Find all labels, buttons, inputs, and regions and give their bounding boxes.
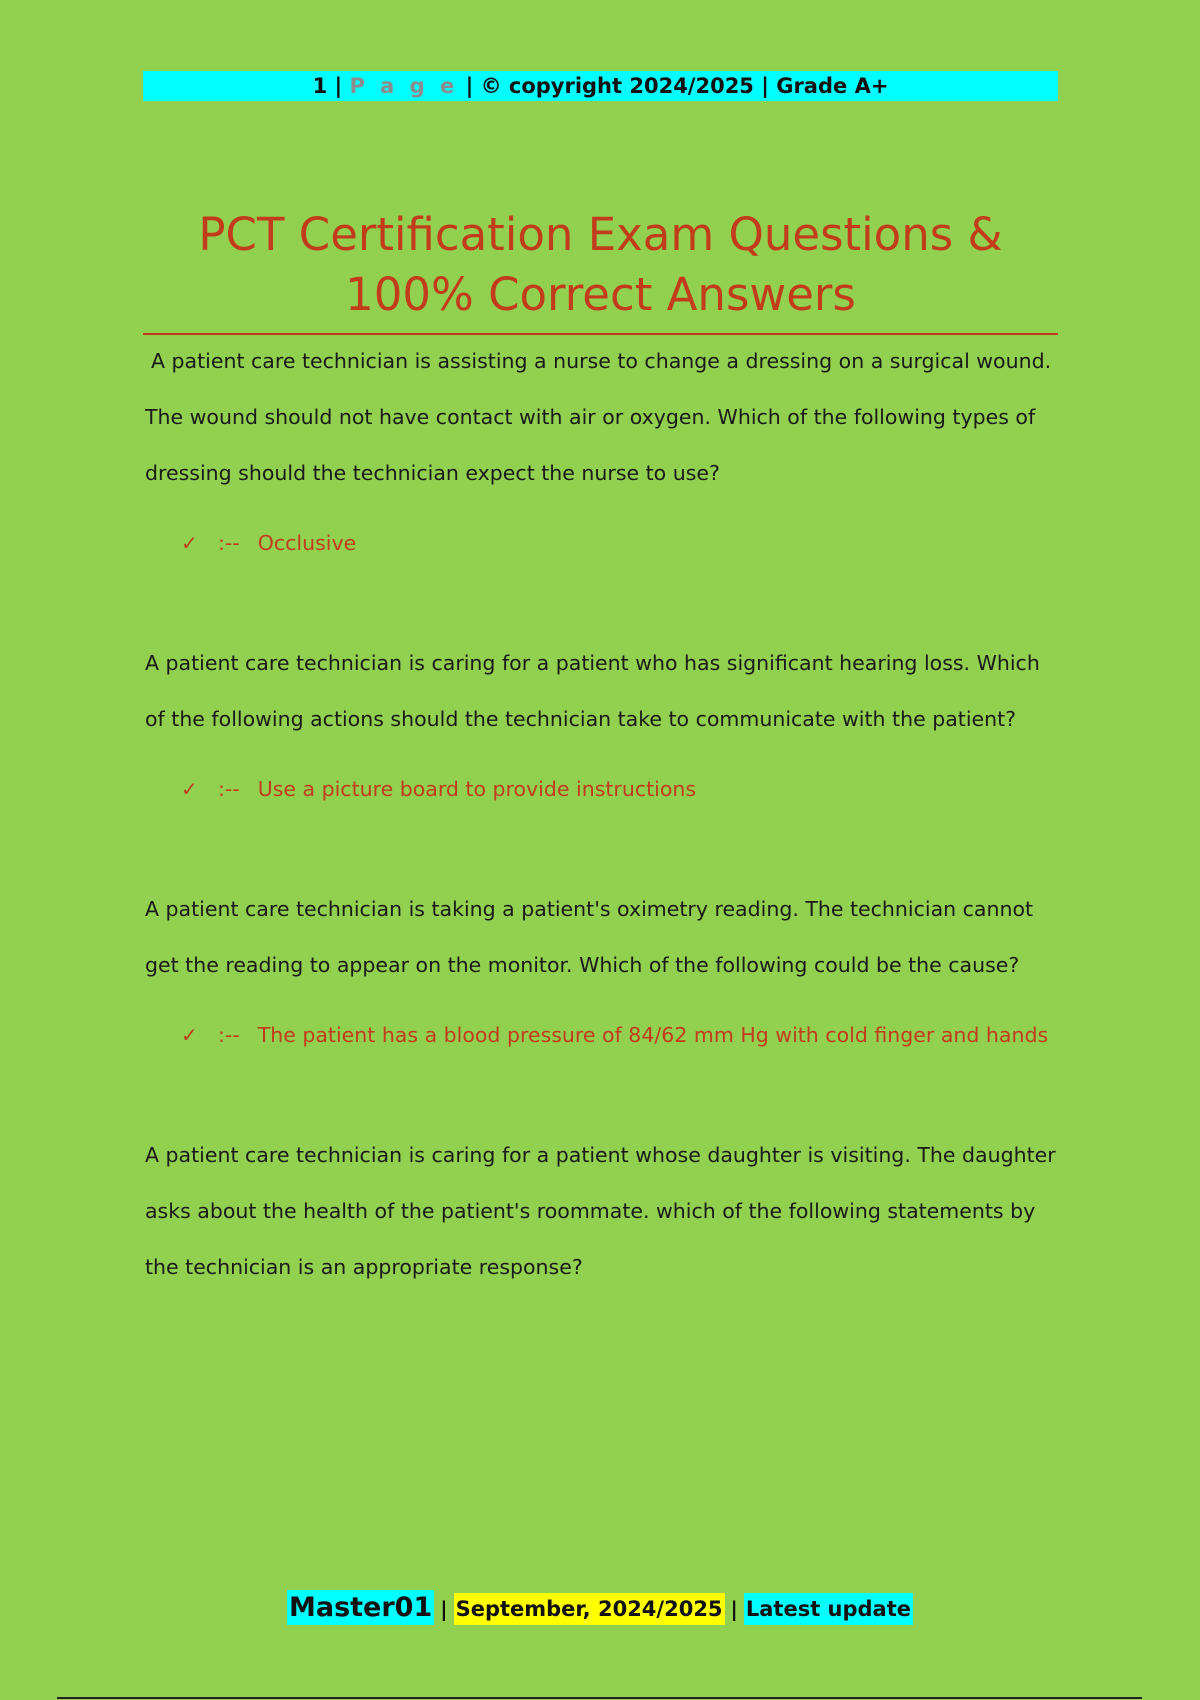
answer-text: The patient has a blood pressure of 84/62 mm Hg with cold finger and hands [257,1023,1049,1047]
checkmark-icon: ✓ [181,531,198,555]
answer-prefix: :-- [218,777,240,801]
qa-list [145,333,1060,1295]
answer-line [145,1007,1060,1063]
footer-separator: | [730,1597,738,1621]
page-footer [0,1592,1200,1623]
answer-line [145,515,1060,571]
bottom-divider [57,1697,1142,1699]
question-text: A patient care technician is caring for a patient whose daughter is visiting. The daughter asks about the health of the patient's roommate. which of the following statements by the technician is an appropriate response? [145,1143,1056,1279]
qa-item [145,881,1060,1063]
question-text: A patient care technician is taking a patient's oximetry reading. The technician cannot get the reading to appear on the monitor. Which of the following could be the cause? [145,897,1034,977]
question-text: A patient care technician is assisting a nurse to change a dressing on a surgical wound. The wound should not have contact with air or oxygen. Which of the following types of dressing should the technician expect the nurse to use? [145,349,1052,485]
qa-item [145,635,1060,817]
title-line-2: 100% Correct Answers [345,268,856,321]
answer-text: Use a picture board to provide instructions [257,777,697,801]
footer-separator: | [440,1597,448,1621]
answer-prefix: :-- [218,531,240,555]
copyright-text: © copyright 2024/2025 [480,74,754,98]
footer-latest: Latest update [744,1593,913,1625]
qa-item [145,333,1060,571]
page-header: 1 | P a g e | © copyright 2024/2025 | Grade A+ [143,71,1058,101]
answer-line [145,761,1060,817]
qa-item [145,1127,1060,1295]
checkmark-icon: ✓ [181,1023,198,1047]
document-title [143,205,1058,325]
footer-date: September, 2024/2025 [454,1593,725,1625]
checkmark-icon: ✓ [181,777,198,801]
brand-label: Master01 [288,1592,433,1623]
answer-prefix: :-- [218,1023,240,1047]
page-label: P a g e [349,74,459,98]
answer-text: Occlusive [257,531,357,555]
grade-text: Grade A+ [776,74,889,98]
title-line-1: PCT Certification Exam Questions & [198,208,1003,261]
page-number: 1 [312,74,328,98]
question-text: A patient care technician is caring for a patient who has significant hearing loss. Which of the following actions should the technician take to communicate with the patient? [145,651,1040,731]
